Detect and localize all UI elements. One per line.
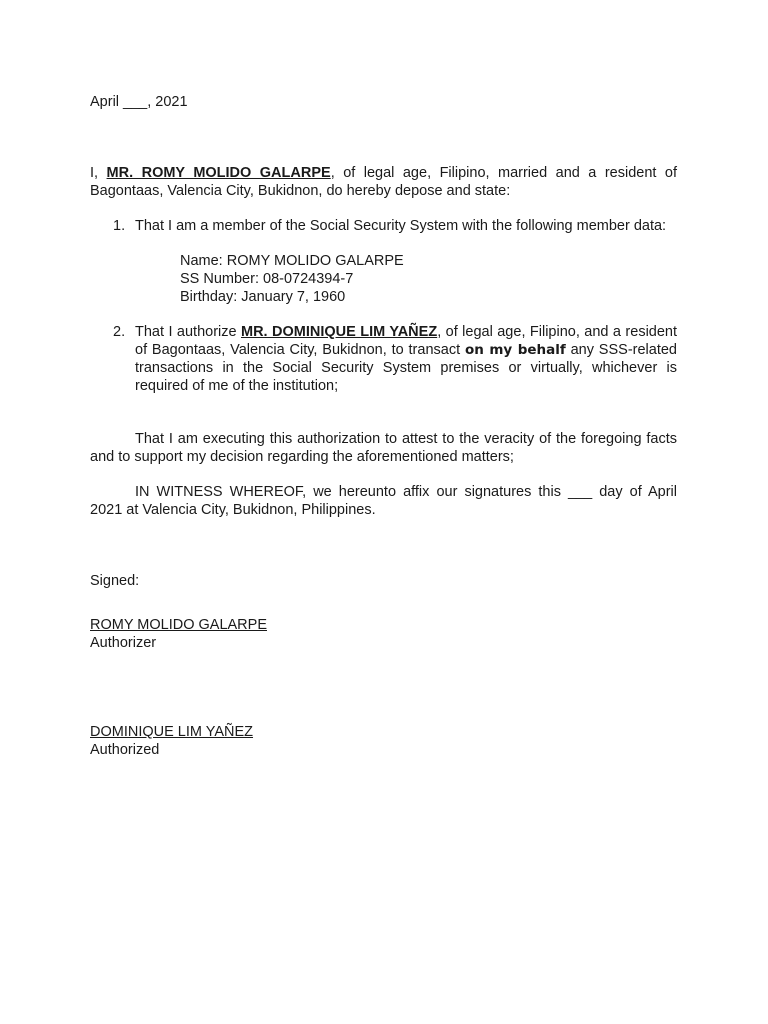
intro-prefix: I, <box>90 165 107 181</box>
statement-item-1 <box>90 217 677 306</box>
signatory-role: Authorizer <box>90 635 157 651</box>
item-number: 1. <box>113 218 126 234</box>
item-middle: , of legal age, Filipino, and a resident of Bagontaas, Valencia City, Bukidnon, to transact <box>135 324 678 358</box>
authorizer-name-bold: MR. ROMY MOLIDO GALARPE <box>106 165 331 181</box>
item-number: 2. <box>113 324 126 340</box>
signatory-role: Authorized <box>90 742 160 758</box>
member-name-line: Name: ROMY MOLIDO GALARPE <box>180 253 404 269</box>
witness-paragraph: IN WITNESS WHEREOF, we hereunto affix our signatures this ___ day of April 2021 at Valencia City, Bukidnon, Philippines. <box>90 484 677 518</box>
intro-suffix: , of legal age, Filipino, married and a resident of Bagontaas, Valencia City, Bukidnon, do hereby depose and state: <box>90 165 677 199</box>
date-line: April ___, 2021 <box>90 94 188 110</box>
authorization-letter <box>90 93 677 759</box>
member-birthday-line: Birthday: January 7, 1960 <box>180 289 346 305</box>
item-prefix: That I authorize <box>135 324 241 340</box>
authorized-name-bold: MR. DOMINIQUE LIM YAÑEZ <box>241 324 438 340</box>
signatory-authorizer <box>90 616 677 652</box>
attestation-paragraph: That I am executing this authorization to attest to the veracity of the foregoing facts and to support my decision regarding the aforementioned matters; <box>90 431 677 465</box>
item-suffix: any SSS-related transactions in the Social Security System premises or virtually, whichever is required of me of the institution; <box>135 342 677 394</box>
statement-item-2 <box>90 323 677 395</box>
statement-list <box>90 217 677 395</box>
signatory-authorized <box>90 723 677 759</box>
intro-paragraph <box>90 164 677 200</box>
signatory-name: ROMY MOLIDO GALARPE <box>90 617 267 633</box>
on-my-behalf-emphasis: on my behalf <box>464 342 566 358</box>
signatory-name: DOMINIQUE LIM YAÑEZ <box>90 724 254 740</box>
member-ss-number-line: SS Number: 08-0724394-7 <box>180 271 354 287</box>
member-data-block <box>180 252 677 306</box>
signed-label: Signed: <box>90 573 140 589</box>
item-text: That I am a member of the Social Security System with the following member data: <box>135 218 667 234</box>
